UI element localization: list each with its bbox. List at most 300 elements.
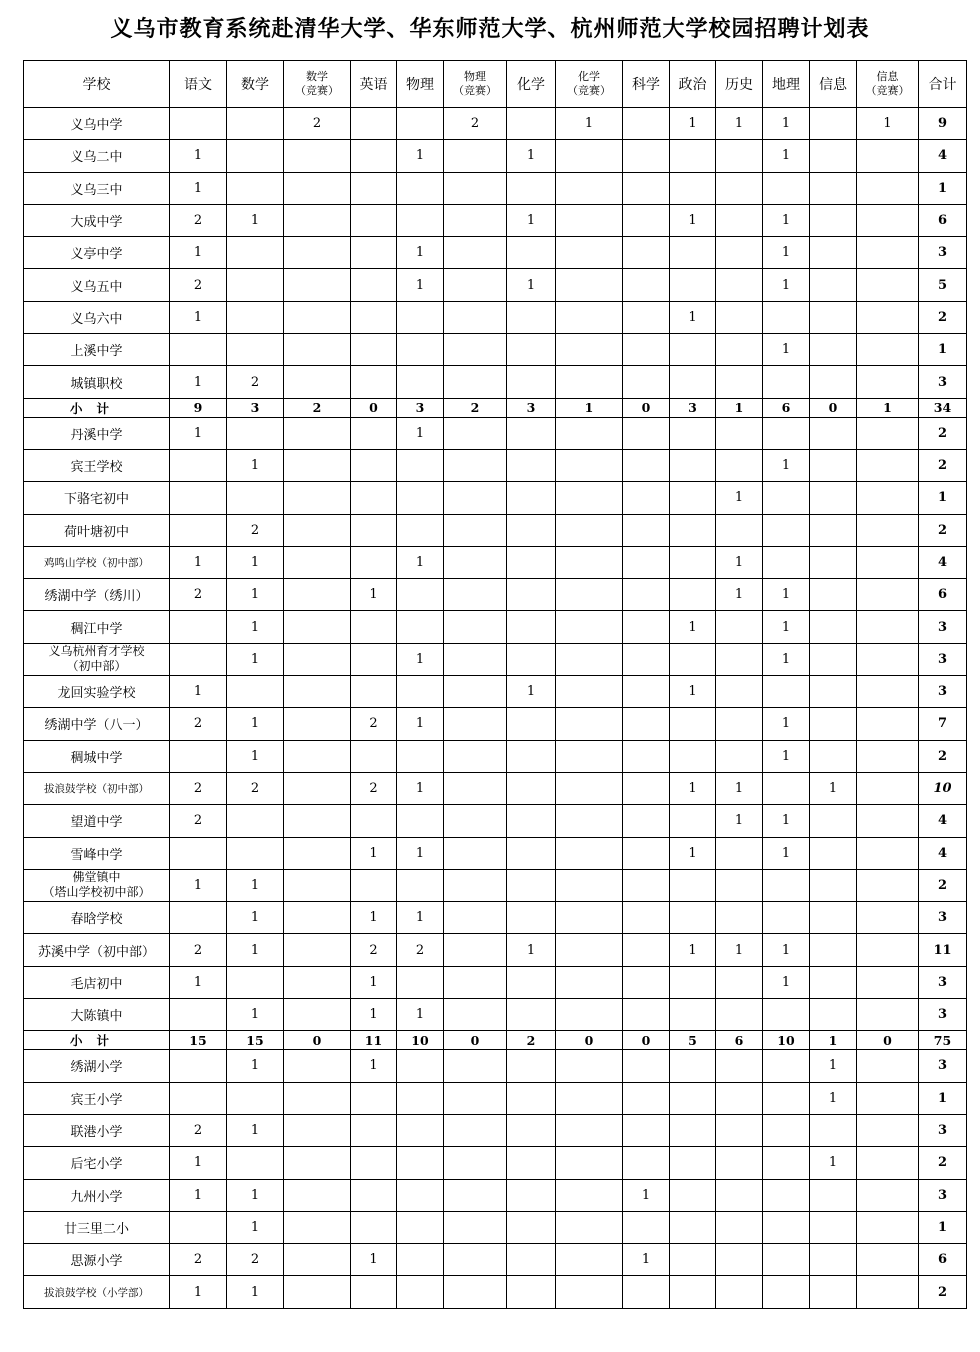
count-cell (227, 1082, 284, 1114)
total-cell: 6 (919, 1244, 967, 1276)
count-cell (810, 1244, 857, 1276)
table-row (24, 999, 967, 1031)
count-cell: 15 (170, 1031, 227, 1050)
count-cell (351, 334, 397, 366)
count-cell (857, 869, 919, 901)
count-cell: 1 (810, 1082, 857, 1114)
count-cell (670, 1114, 716, 1146)
count-cell: 1 (810, 1031, 857, 1050)
count-cell: 1 (623, 1179, 670, 1211)
count-cell (284, 204, 351, 236)
count-cell (857, 237, 919, 269)
count-cell (556, 1114, 623, 1146)
total-cell: 2 (919, 1147, 967, 1179)
count-cell (810, 417, 857, 449)
count-cell (716, 708, 763, 740)
count-cell (507, 301, 556, 333)
count-cell (623, 482, 670, 514)
count-cell (284, 1082, 351, 1114)
count-cell (284, 1211, 351, 1243)
count-cell (623, 934, 670, 966)
count-cell: 0 (444, 1031, 507, 1050)
count-cell: 1 (170, 140, 227, 172)
count-cell (857, 902, 919, 934)
count-cell (670, 334, 716, 366)
count-cell: 1 (227, 1211, 284, 1243)
count-cell (556, 269, 623, 301)
count-cell (670, 1244, 716, 1276)
count-cell (716, 301, 763, 333)
count-cell (351, 643, 397, 675)
count-cell (556, 837, 623, 869)
count-cell (556, 1179, 623, 1211)
count-cell (351, 269, 397, 301)
column-header: 科学 (623, 61, 670, 108)
count-cell (227, 301, 284, 333)
total-cell: 2 (919, 514, 967, 546)
table-row (24, 1179, 967, 1211)
table-row (24, 1276, 967, 1308)
count-cell (716, 1244, 763, 1276)
school-name: 稠江中学 (24, 611, 170, 643)
count-cell (507, 1211, 556, 1243)
count-cell: 1 (170, 1179, 227, 1211)
count-cell (556, 172, 623, 204)
school-name: 大陈镇中 (24, 999, 170, 1031)
count-cell (670, 999, 716, 1031)
count-cell (623, 1082, 670, 1114)
count-cell: 1 (397, 772, 444, 804)
count-cell (444, 1147, 507, 1179)
count-cell (444, 999, 507, 1031)
count-cell (444, 643, 507, 675)
school-name: 义乌五中 (24, 269, 170, 301)
count-cell (857, 334, 919, 366)
count-cell (556, 1211, 623, 1243)
count-cell (444, 449, 507, 481)
total-cell: 3 (919, 966, 967, 998)
count-cell (763, 902, 810, 934)
count-cell (810, 999, 857, 1031)
count-cell: 1 (170, 237, 227, 269)
count-cell (857, 837, 919, 869)
count-cell: 0 (623, 1031, 670, 1050)
count-cell (351, 417, 397, 449)
count-cell (170, 999, 227, 1031)
count-cell (351, 1147, 397, 1179)
count-cell (397, 966, 444, 998)
count-cell: 1 (763, 966, 810, 998)
count-cell (351, 805, 397, 837)
count-cell (397, 1211, 444, 1243)
count-cell (716, 611, 763, 643)
count-cell: 1 (351, 837, 397, 869)
count-cell: 1 (763, 108, 810, 140)
count-cell: 9 (170, 398, 227, 417)
count-cell (556, 579, 623, 611)
count-cell (556, 1244, 623, 1276)
count-cell (556, 334, 623, 366)
count-cell (556, 514, 623, 546)
count-cell: 6 (763, 398, 810, 417)
count-cell (507, 514, 556, 546)
table-row (24, 237, 967, 269)
count-cell (444, 966, 507, 998)
count-cell (507, 546, 556, 578)
total-cell: 6 (919, 204, 967, 236)
count-cell: 2 (507, 1031, 556, 1050)
count-cell: 1 (763, 643, 810, 675)
count-cell (284, 934, 351, 966)
count-cell: 1 (397, 417, 444, 449)
count-cell (227, 417, 284, 449)
count-cell: 1 (397, 902, 444, 934)
count-cell (556, 204, 623, 236)
count-cell (716, 172, 763, 204)
count-cell (507, 108, 556, 140)
count-cell (507, 772, 556, 804)
table-row (24, 417, 967, 449)
count-cell (397, 172, 444, 204)
total-cell: 3 (919, 611, 967, 643)
school-name: 义亭中学 (24, 237, 170, 269)
count-cell (444, 1082, 507, 1114)
count-cell (556, 902, 623, 934)
count-cell: 1 (857, 398, 919, 417)
count-cell (763, 676, 810, 708)
count-cell (670, 514, 716, 546)
count-cell (397, 740, 444, 772)
table-row (24, 676, 967, 708)
count-cell (227, 482, 284, 514)
count-cell (556, 237, 623, 269)
count-cell: 1 (556, 398, 623, 417)
count-cell (444, 740, 507, 772)
count-cell (623, 999, 670, 1031)
count-cell (670, 482, 716, 514)
count-cell (857, 204, 919, 236)
table-row (24, 1114, 967, 1146)
table-row (24, 514, 967, 546)
count-cell (623, 1211, 670, 1243)
count-cell (397, 805, 444, 837)
count-cell (507, 1050, 556, 1082)
count-cell: 1 (227, 1114, 284, 1146)
total-cell: 2 (919, 449, 967, 481)
count-cell: 2 (351, 934, 397, 966)
column-header: 地理 (763, 61, 810, 108)
subtotal-row (24, 398, 967, 417)
count-cell (623, 449, 670, 481)
count-cell: 3 (670, 398, 716, 417)
count-cell (170, 1082, 227, 1114)
school-name: 望道中学 (24, 805, 170, 837)
count-cell: 2 (170, 708, 227, 740)
count-cell (810, 204, 857, 236)
count-cell (623, 643, 670, 675)
count-cell (556, 417, 623, 449)
subtotal-row (24, 1031, 967, 1050)
count-cell (623, 966, 670, 998)
count-cell (857, 579, 919, 611)
count-cell (857, 366, 919, 398)
column-header: 物理 （竞赛） (444, 61, 507, 108)
count-cell (623, 237, 670, 269)
count-cell (763, 482, 810, 514)
count-cell (397, 1114, 444, 1146)
count-cell (810, 237, 857, 269)
table-row (24, 579, 967, 611)
count-cell: 1 (351, 1244, 397, 1276)
count-cell (670, 269, 716, 301)
count-cell (857, 449, 919, 481)
count-cell: 2 (444, 398, 507, 417)
count-cell: 1 (397, 546, 444, 578)
count-cell (857, 1276, 919, 1308)
count-cell: 2 (227, 514, 284, 546)
count-cell: 3 (397, 398, 444, 417)
count-cell (716, 740, 763, 772)
table-row (24, 805, 967, 837)
count-cell (716, 1179, 763, 1211)
count-cell (716, 1147, 763, 1179)
count-cell (507, 1114, 556, 1146)
count-cell (716, 204, 763, 236)
count-cell (397, 108, 444, 140)
count-cell: 1 (170, 1276, 227, 1308)
count-cell (227, 172, 284, 204)
count-cell (670, 805, 716, 837)
count-cell (623, 140, 670, 172)
count-cell (351, 237, 397, 269)
count-cell (351, 1179, 397, 1211)
count-cell (397, 1179, 444, 1211)
count-cell: 1 (397, 837, 444, 869)
count-cell: 1 (670, 301, 716, 333)
count-cell: 2 (170, 579, 227, 611)
count-cell (763, 546, 810, 578)
count-cell (556, 140, 623, 172)
count-cell (810, 108, 857, 140)
count-cell (507, 837, 556, 869)
school-name: 下骆宅初中 (24, 482, 170, 514)
count-cell (810, 837, 857, 869)
count-cell: 1 (227, 449, 284, 481)
count-cell (170, 334, 227, 366)
count-cell (623, 546, 670, 578)
school-name: 龙回实验学校 (24, 676, 170, 708)
count-cell (670, 740, 716, 772)
count-cell: 1 (507, 140, 556, 172)
table-header-row (24, 61, 967, 108)
school-name: 义乌三中 (24, 172, 170, 204)
count-cell (556, 740, 623, 772)
count-cell (623, 269, 670, 301)
count-cell: 1 (763, 934, 810, 966)
total-cell: 1 (919, 334, 967, 366)
table-row (24, 366, 967, 398)
count-cell: 0 (857, 1031, 919, 1050)
count-cell (397, 204, 444, 236)
count-cell (810, 546, 857, 578)
count-cell: 1 (810, 1050, 857, 1082)
count-cell (284, 966, 351, 998)
count-cell: 1 (227, 1276, 284, 1308)
count-cell (763, 1050, 810, 1082)
count-cell (507, 237, 556, 269)
count-cell (810, 366, 857, 398)
count-cell (716, 1276, 763, 1308)
count-cell: 1 (556, 108, 623, 140)
count-cell (810, 676, 857, 708)
count-cell: 2 (227, 366, 284, 398)
count-cell (556, 301, 623, 333)
count-cell (670, 1147, 716, 1179)
count-cell (810, 805, 857, 837)
count-cell (716, 902, 763, 934)
count-cell (857, 999, 919, 1031)
count-cell (716, 1050, 763, 1082)
table-row (24, 1244, 967, 1276)
count-cell (444, 1114, 507, 1146)
count-cell (670, 140, 716, 172)
total-cell: 2 (919, 417, 967, 449)
total-cell: 3 (919, 1179, 967, 1211)
count-cell: 5 (670, 1031, 716, 1050)
count-cell (397, 449, 444, 481)
count-cell (556, 611, 623, 643)
count-cell (623, 172, 670, 204)
count-cell: 1 (670, 837, 716, 869)
count-cell (507, 579, 556, 611)
count-cell (351, 449, 397, 481)
count-cell (670, 1082, 716, 1114)
count-cell: 6 (716, 1031, 763, 1050)
count-cell (507, 482, 556, 514)
school-name: 义乌中学 (24, 108, 170, 140)
total-cell: 4 (919, 837, 967, 869)
count-cell: 1 (716, 398, 763, 417)
column-header: 语文 (170, 61, 227, 108)
count-cell (763, 1211, 810, 1243)
count-cell (670, 546, 716, 578)
count-cell: 1 (397, 237, 444, 269)
count-cell (857, 1114, 919, 1146)
count-cell: 2 (170, 805, 227, 837)
count-cell (670, 1276, 716, 1308)
total-cell: 4 (919, 140, 967, 172)
count-cell (444, 514, 507, 546)
table-row (24, 140, 967, 172)
count-cell (716, 966, 763, 998)
count-cell (397, 1244, 444, 1276)
count-cell (556, 999, 623, 1031)
count-cell (857, 172, 919, 204)
count-cell (227, 837, 284, 869)
count-cell: 15 (227, 1031, 284, 1050)
table-row (24, 837, 967, 869)
count-cell: 1 (763, 449, 810, 481)
school-name: 九州小学 (24, 1179, 170, 1211)
table-row (24, 966, 967, 998)
count-cell (284, 1244, 351, 1276)
count-cell (556, 643, 623, 675)
count-cell: 1 (716, 772, 763, 804)
count-cell: 2 (170, 269, 227, 301)
count-cell (716, 643, 763, 675)
count-cell (351, 482, 397, 514)
school-name: 苏溪中学（初中部） (24, 934, 170, 966)
total-cell: 75 (919, 1031, 967, 1050)
count-cell (716, 514, 763, 546)
count-cell (670, 1179, 716, 1211)
count-cell (444, 579, 507, 611)
total-cell: 9 (919, 108, 967, 140)
count-cell (623, 417, 670, 449)
count-cell (763, 417, 810, 449)
count-cell: 1 (670, 108, 716, 140)
count-cell: 2 (351, 708, 397, 740)
count-cell: 1 (763, 611, 810, 643)
count-cell (670, 172, 716, 204)
table-row (24, 740, 967, 772)
table-row (24, 172, 967, 204)
count-cell (810, 1114, 857, 1146)
count-cell: 1 (810, 1147, 857, 1179)
total-cell: 2 (919, 869, 967, 901)
count-cell (284, 837, 351, 869)
count-cell (556, 1276, 623, 1308)
count-cell (507, 172, 556, 204)
count-cell (763, 366, 810, 398)
school-name: 绣湖小学 (24, 1050, 170, 1082)
count-cell (556, 366, 623, 398)
school-name: 拔浪鼓学校（初中部） (24, 772, 170, 804)
count-cell (716, 417, 763, 449)
school-name: 宾王学校 (24, 449, 170, 481)
count-cell (351, 546, 397, 578)
count-cell: 1 (227, 740, 284, 772)
count-cell (284, 417, 351, 449)
count-cell (716, 676, 763, 708)
count-cell (351, 1082, 397, 1114)
count-cell: 1 (351, 966, 397, 998)
count-cell: 1 (397, 999, 444, 1031)
count-cell (623, 204, 670, 236)
count-cell: 1 (227, 869, 284, 901)
count-cell: 11 (351, 1031, 397, 1050)
count-cell (351, 1211, 397, 1243)
count-cell (857, 740, 919, 772)
table-body (24, 108, 967, 1309)
count-cell (857, 1211, 919, 1243)
count-cell (623, 902, 670, 934)
count-cell (810, 334, 857, 366)
count-cell (763, 999, 810, 1031)
column-header: 数学 (227, 61, 284, 108)
total-cell: 4 (919, 805, 967, 837)
count-cell: 1 (227, 902, 284, 934)
count-cell: 0 (556, 1031, 623, 1050)
count-cell (670, 902, 716, 934)
count-cell (444, 1050, 507, 1082)
total-cell: 34 (919, 398, 967, 417)
count-cell (397, 1276, 444, 1308)
count-cell (763, 1244, 810, 1276)
count-cell (351, 204, 397, 236)
count-cell: 1 (170, 172, 227, 204)
school-name: 义乌二中 (24, 140, 170, 172)
